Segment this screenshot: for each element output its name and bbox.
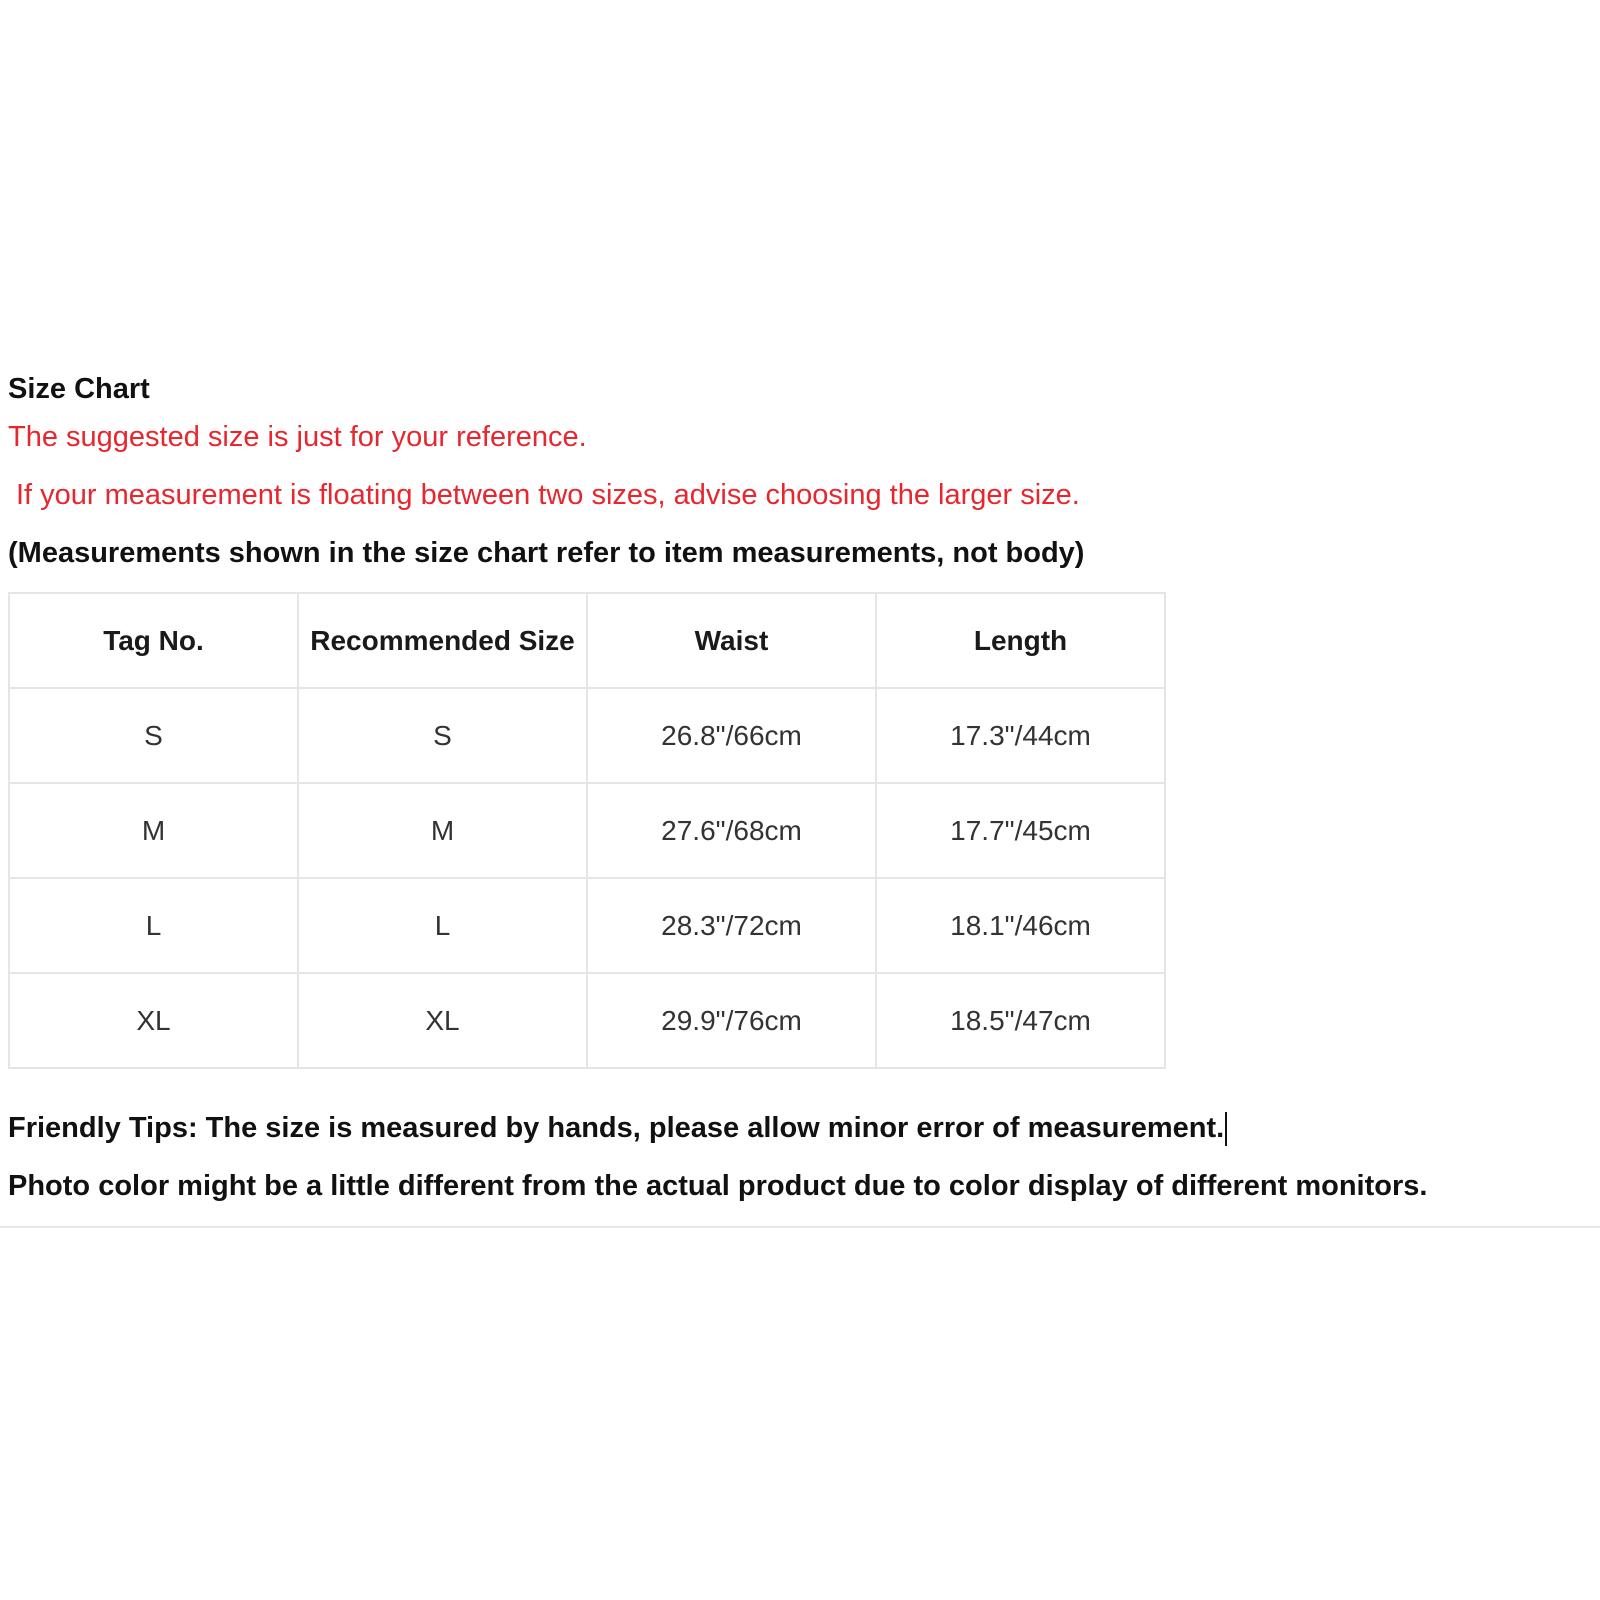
cell-recommended-size: XL	[298, 973, 587, 1068]
cell-waist: 28.3"/72cm	[587, 878, 876, 973]
cell-tag-no: M	[9, 783, 298, 878]
cell-waist: 27.6"/68cm	[587, 783, 876, 878]
divider-line	[0, 1226, 1600, 1228]
table-row	[9, 973, 1165, 1068]
cell-recommended-size: M	[298, 783, 587, 878]
cell-tag-no: S	[9, 688, 298, 783]
cell-length: 18.1"/46cm	[876, 878, 1165, 973]
cell-tag-no: XL	[9, 973, 298, 1068]
cell-length: 17.7"/45cm	[876, 783, 1165, 878]
header-waist: Waist	[587, 593, 876, 688]
cell-waist: 26.8"/66cm	[587, 688, 876, 783]
cell-recommended-size: S	[298, 688, 587, 783]
size-chart-title: Size Chart	[8, 373, 150, 405]
table-row	[9, 783, 1165, 878]
header-length: Length	[876, 593, 1165, 688]
cell-length: 17.3"/44cm	[876, 688, 1165, 783]
friendly-tips	[8, 1099, 1588, 1157]
table-header-row	[9, 593, 1165, 688]
table-row	[9, 878, 1165, 973]
larger-size-note: If your measurement is floating between two sizes, advise choosing the larger size.	[16, 479, 1080, 511]
friendly-tips-text: Friendly Tips: The size is measured by hands, please allow minor error of measurement.	[8, 1112, 1225, 1144]
cell-tag-no: L	[9, 878, 298, 973]
cell-recommended-size: L	[298, 878, 587, 973]
header-recommended-size: Recommended Size	[298, 593, 587, 688]
size-chart-section	[8, 370, 1588, 1215]
header-tag-no: Tag No.	[9, 593, 298, 688]
text-cursor	[1225, 1112, 1227, 1146]
table-row	[9, 688, 1165, 783]
cell-waist: 29.9"/76cm	[587, 973, 876, 1068]
photo-color-note: Photo color might be a little different from the actual product due to color display of different monitors.	[8, 1170, 1428, 1202]
size-table	[8, 592, 1166, 1069]
cell-length: 18.5"/47cm	[876, 973, 1165, 1068]
reference-note: The suggested size is just for your reference.	[8, 421, 587, 453]
measurement-note: (Measurements shown in the size chart refer to item measurements, not body)	[8, 537, 1085, 569]
